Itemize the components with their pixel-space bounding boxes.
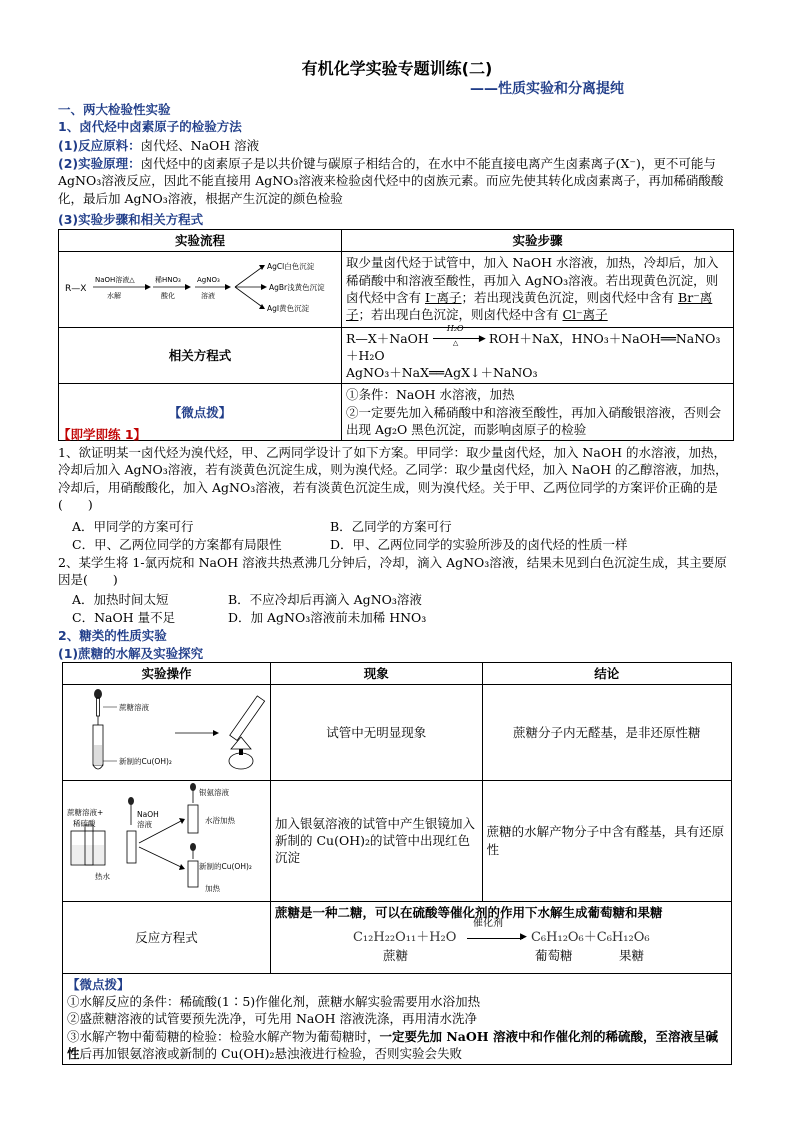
flow-arrow2-top: 稀HNO₃ xyxy=(155,276,181,285)
steps-answer-i: I⁻离子 xyxy=(424,289,462,305)
page-title: 有机化学实验专题训练(二) xyxy=(301,59,493,78)
figure2-label-sucrose: 蔗糖溶液+ xyxy=(67,807,104,817)
figure2-label-cuoh2: 新制的Cu(OH)₂ xyxy=(199,861,252,871)
equation-label: 相关方程式 xyxy=(168,347,232,363)
steps-text-a: 取少量卤代烃于试管中，加入 NaOH 水溶液，加热，冷却后，加入稀硝酸中和溶液至酸性，再加入 AgNO₃溶液。若出现黄色沉淀，则卤代烃中含有 xyxy=(345,255,719,305)
equation-1-left: R—X＋NaOH xyxy=(345,330,429,346)
equation-1-arrow: H₂O ▶ △ xyxy=(433,332,485,346)
equation-cell xyxy=(341,324,733,384)
equation-1-condition-bottom: △ xyxy=(452,339,459,347)
q2-option-c: C．NaOH 量不足 xyxy=(72,610,176,625)
flow-arrow1-top: NaOH溶液△ xyxy=(95,276,135,285)
header-phenomenon: 现象 xyxy=(270,663,482,685)
sucrose-tip-3c: 后再加银氨溶液或新制的 Cu(OH)₂悬浊液进行检验，否则实验会失败 xyxy=(79,1045,463,1061)
sucrose-equation: C₁₂H₂₂O₁₁＋H₂O 催化剂 ▶ C₆H₁₂O₆＋C₆H₁₂O₆ 蔗糖 葡萄糖 果糖 xyxy=(352,918,650,963)
header-operation: 实验操作 xyxy=(63,663,271,685)
equation-1-condition-top: H₂O xyxy=(446,324,464,333)
sucrose-sublabel: (1)蔗糖的水解及实验探究 xyxy=(58,646,204,661)
figure2-label-naoh: NaOH xyxy=(137,809,159,819)
steps-answer-br: Br⁻离子 xyxy=(345,289,713,322)
principle-label: (2)实验原理： xyxy=(58,156,141,171)
row2-conclusion: 蔗糖的水解产物分子中含有醛基，具有还原性 xyxy=(482,780,731,901)
sucrose-eq-catalyst: 催化剂 xyxy=(472,918,503,929)
steps-label: (3)实验步骤和相关方程式 xyxy=(58,212,204,227)
tip-label: 【微点拨】 xyxy=(168,404,232,420)
sucrose-tip-3a: ③水解产物中葡萄糖的检验：检验水解产物为葡萄糖时， xyxy=(67,1028,380,1044)
sucrose-tip-3b: 一定要先加 NaOH 溶液中和作催化剂的稀硫酸，至溶液呈碱性 xyxy=(67,1028,718,1061)
q2-option-a: A．加热时间太短 xyxy=(72,592,169,607)
steps-answer-cl: Cl⁻离子 xyxy=(562,307,608,322)
header-conclusion: 结论 xyxy=(482,663,731,685)
subsection-heading-halide: 1、卤代烃中卤素原子的检验方法 xyxy=(58,119,242,134)
practice-tag: 【即学即练 1】 xyxy=(58,427,147,442)
equation-label-cell-2 xyxy=(63,901,271,973)
tip-cell xyxy=(341,384,733,441)
figure-label-sucrose: 蔗糖溶液 xyxy=(119,703,149,713)
figure2-label-silverammonia: 银氨溶液 xyxy=(199,787,229,797)
steps-text-b: ；若出现浅黄色沉淀，则卤代烃中含有 xyxy=(461,289,675,305)
sucrose-equation-cell xyxy=(270,901,731,973)
flow-start: R—X xyxy=(65,284,87,295)
figure2-label-hotwater: 热水 xyxy=(95,871,110,881)
row2-figure-cell xyxy=(63,780,271,901)
row1-conclusion: 蔗糖分子内无醛基，是非还原性糖 xyxy=(482,685,731,780)
raw-materials-text: 卤代烃、NaOH 溶液 xyxy=(140,138,260,153)
question-2: 2、某学生将 1-氯丙烷和 NaOH 溶液共热煮沸几分钟后，冷却，滴入 AgNO₃溶液，结果未见到白色沉淀生成，其主要原因是( ) xyxy=(58,555,727,588)
row2-phenomenon: 加入银氨溶液的试管中产生银镜加入新制的 Cu(OH)₂的试管中出现红色沉淀 xyxy=(270,780,482,901)
sucrose-tip-3 xyxy=(67,1028,727,1063)
figure2-label-heat: 加热 xyxy=(205,883,220,893)
flow-arrow3-bottom: 溶液 xyxy=(201,292,215,301)
halide-test-table xyxy=(58,229,734,441)
figure2-label-solution: 溶液 xyxy=(137,819,152,829)
q2-option-d: D．加 AgNO₃溶液前未加稀 HNO₃ xyxy=(228,610,427,625)
flow-result-agi: AgI黄色沉淀 xyxy=(267,304,310,314)
flow-arrow2-bottom: 酸化 xyxy=(161,292,175,301)
raw-materials xyxy=(58,137,738,154)
question-1: 1、欲证明某一卤代烃为溴代烃，甲、乙两同学设计了如下方案。甲同学：取少量卤代烃，加入 NaOH 的水溶液，加热，冷却后加入 AgNO₃溶液，若有淡黄色沉淀生成，则为溴代烃。乙同学：取少量卤代烃，加入 NaOH 的乙醇溶液，加热，冷却后，用硝酸酸化，加入 AgNO₃溶液，若有淡黄色沉淀生成，则为溴代烃。关于甲、乙两位同学的方案评价正确的是( ) xyxy=(58,445,728,512)
principle xyxy=(58,155,738,207)
q1-option-b: B．乙同学的方案可行 xyxy=(330,519,452,534)
figure2-label-acid: 稀硫酸 xyxy=(73,818,96,828)
sucrose-test-figure xyxy=(63,685,269,775)
principle-text: 卤代烃中的卤素原子是以共价键与碳原子相结合的，在水中不能直接电离产生卤素离子(X⁻)，更不可能与 AgNO₃溶液反应，因此不能直接用 AgNO₃溶液来检验卤代烃中的卤族元素。而应先使其转化成卤素离子，再加稀硝酸酸化，最后加 AgNO₃溶液，根据产生沉淀的颜色检验 xyxy=(58,156,724,206)
raw-materials-label: (1)反应原料： xyxy=(58,138,141,153)
q1-option-a: A．甲同学的方案可行 xyxy=(72,519,194,534)
q1-option-c: C．甲、乙两位同学的方案都有局限性 xyxy=(72,537,282,552)
flow-result-agbr: AgBr浅黄色沉淀 xyxy=(269,283,325,293)
sucrose-table xyxy=(62,662,732,1065)
flow-diagram-cell xyxy=(59,252,342,327)
steps-cell xyxy=(341,252,733,327)
q2-option-b: B．不应冷却后再滴入 AgNO₃溶液 xyxy=(228,592,422,607)
sucrose-tip-2: ②盛蔗糖溶液的试管要预先洗净，可先用 NaOH 溶液洗涤，再用清水洗净 xyxy=(67,1011,477,1027)
flow-arrow3-top: AgNO₃ xyxy=(197,276,220,285)
name-sucrose: 蔗糖 xyxy=(382,948,408,963)
figure-label-cuoh2: 新制的Cu(OH)₂ xyxy=(119,757,172,767)
figure2-label-waterbath: 水浴加热 xyxy=(205,815,235,825)
sucrose-tip-cell xyxy=(63,973,732,1064)
equation-1 xyxy=(345,324,729,365)
flow-result-agcl: AgCl白色沉淀 xyxy=(267,262,315,272)
page-subtitle: ——性质实验和分离提纯 xyxy=(470,81,624,97)
table-header-steps: 实验步骤 xyxy=(341,230,733,252)
sucrose-equation-text: 蔗糖是一种二糖，可以在硫酸等催化剂的作用下水解生成葡萄糖和果糖 xyxy=(274,904,663,920)
sucrose-tip-1: ①水解反应的条件：稀硫酸(1∶5)作催化剂，蔗糖水解实验需要用水浴加热 xyxy=(67,994,481,1009)
equation-2: AgNO₃＋NaX══AgX↓＋NaNO₃ xyxy=(345,365,538,380)
steps-text-c: ；若出现白色沉淀，则卤代烃中含有 xyxy=(358,307,559,322)
tip-1: ①条件：NaOH 水溶液，加热 xyxy=(345,387,515,403)
equation-label-2: 反应方程式 xyxy=(135,929,198,945)
section-heading-1: 一、两大检验性实验 xyxy=(58,102,171,117)
table-header-flow: 实验流程 xyxy=(59,230,342,252)
equation-1-right: ROH＋NaX，HNO₃＋NaOH══NaNO₃＋H₂O xyxy=(345,330,721,363)
sucrose-eq-left: C₁₂H₂₂O₁₁＋H₂O xyxy=(352,930,457,945)
flow-diagram xyxy=(63,254,335,320)
sucrose-tip-label: 【微点拨】 xyxy=(67,976,130,992)
equation-label-cell xyxy=(59,327,342,384)
flow-arrow1-bottom: 水解 xyxy=(107,292,121,301)
q1-option-d: D．甲、乙两位同学的实验所涉及的卤代烃的性质一样 xyxy=(330,537,628,552)
row1-figure-cell xyxy=(63,685,271,780)
subsection-heading-sugar: 2、糖类的性质实验 xyxy=(58,628,167,643)
name-glucose: 葡萄糖 xyxy=(534,948,573,963)
sucrose-eq-right: C₆H₁₂O₆＋C₆H₁₂O₆ xyxy=(530,930,650,945)
row1-phenomenon: 试管中无明显现象 xyxy=(270,685,482,780)
hydrolysis-figure xyxy=(63,781,269,897)
name-fructose: 果糖 xyxy=(618,948,644,963)
tip-2: ②一定要先加入稀硝酸中和溶液至酸性，再加入硝酸银溶液，否则会出现 Ag₂O 黑色沉淀，而影响卤原子的检验 xyxy=(345,404,721,437)
